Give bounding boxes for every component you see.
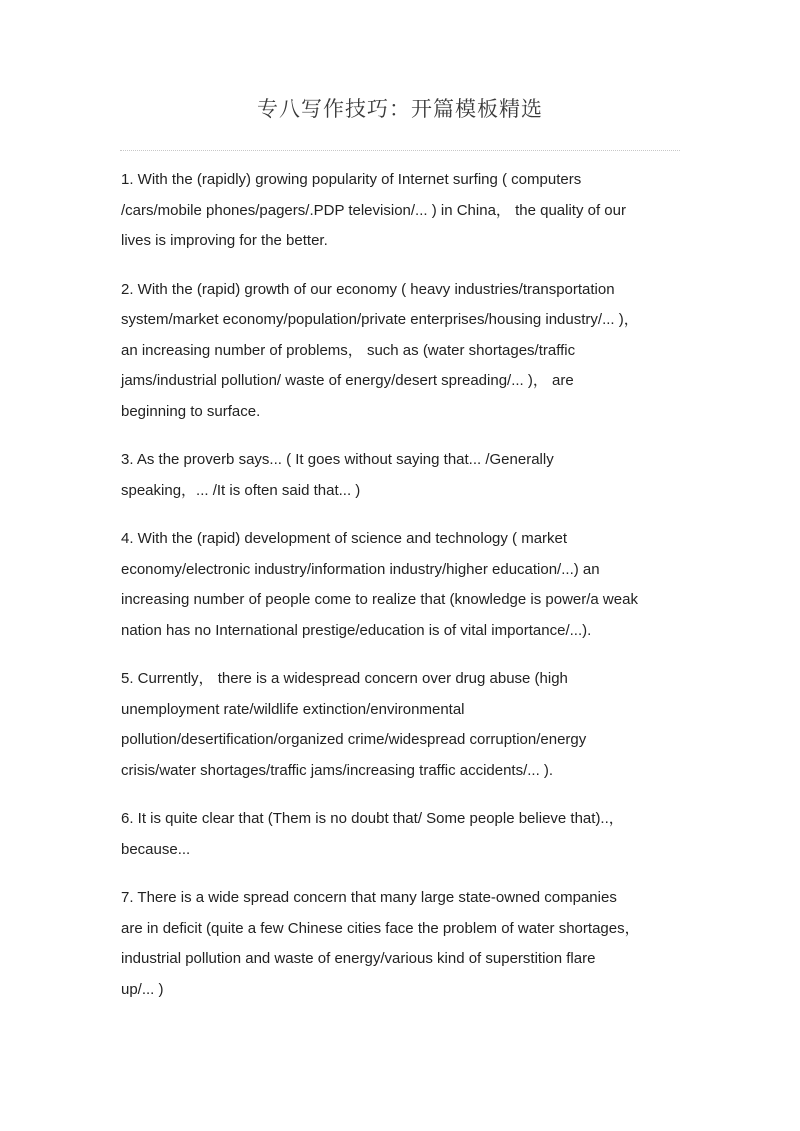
paragraph-5	[121, 664, 687, 786]
paragraph-line: system/market economy/population/private enterprises/housing industry/... )，	[121, 311, 639, 328]
paragraph-2	[121, 275, 687, 428]
paragraph-line: beginning to surface.	[121, 402, 261, 420]
paragraph-line: industrial pollution and waste of energy/various kind of superstition flare	[121, 950, 596, 967]
paragraph-line: 2. With the (rapid) growth of our economy ( heavy industries/transportation	[121, 280, 615, 298]
paragraph-line: economy/electronic industry/information industry/higher education/...) an	[121, 560, 600, 578]
paragraph-line: an increasing number of problems， such as (water shortages/traffic	[121, 341, 576, 359]
paragraph-3	[121, 445, 687, 506]
paragraph-7	[121, 883, 687, 1005]
document-body	[121, 165, 687, 1023]
title-divider	[120, 150, 680, 151]
paragraph-line: because...	[121, 840, 191, 858]
paragraph-line: 4. With the (rapid) development of science and technology ( market	[121, 530, 568, 547]
paragraph-line: unemployment rate/wildlife extinction/environmental	[121, 700, 465, 718]
paragraph-6	[121, 804, 687, 865]
paragraph-line: 7. There is a wide spread concern that many large state-owned companies	[121, 889, 617, 906]
paragraph-line: 1. With the (rapidly) growing popularity of Internet surfing ( computers	[121, 171, 582, 188]
paragraph-4	[121, 524, 687, 646]
paragraph-line: pollution/desertification/organized crime/widespread corruption/energy	[121, 731, 587, 748]
paragraph-line: 3. As the proverb says... ( It goes without saying that... /Generally	[121, 451, 554, 468]
paragraph-line: /cars/mobile phones/pagers/.PDP television/... ) in China， the quality of our	[121, 201, 626, 219]
page-title: 专八写作技巧：开篇模板精选	[257, 97, 543, 121]
paragraph-line: increasing number of people come to realize that (knowledge is power/a weak	[121, 591, 638, 608]
paragraph-line: 5. Currently， there is a widespread concern over drug abuse (high	[121, 670, 568, 687]
paragraph-line: are in deficit (quite a few Chinese cities face the problem of water shortages，	[121, 919, 640, 937]
paragraph-line: nation has no International prestige/education is of vital importance/...).	[121, 621, 592, 639]
paragraph-line: lives is improving for the better.	[121, 232, 328, 249]
paragraph-line: jams/industrial pollution/ waste of energy/desert spreading/... )， are	[121, 372, 574, 389]
paragraph-line: speaking，... /It is often said that... )	[121, 481, 361, 499]
paragraph-line: up/... )	[121, 980, 164, 998]
paragraph-1	[121, 165, 687, 257]
paragraph-line: 6. It is quite clear that (Them is no doubt that/ Some people believe that)..，	[121, 810, 624, 827]
paragraph-line: crisis/water shortages/traffic jams/increasing traffic accidents/... ).	[121, 761, 554, 779]
